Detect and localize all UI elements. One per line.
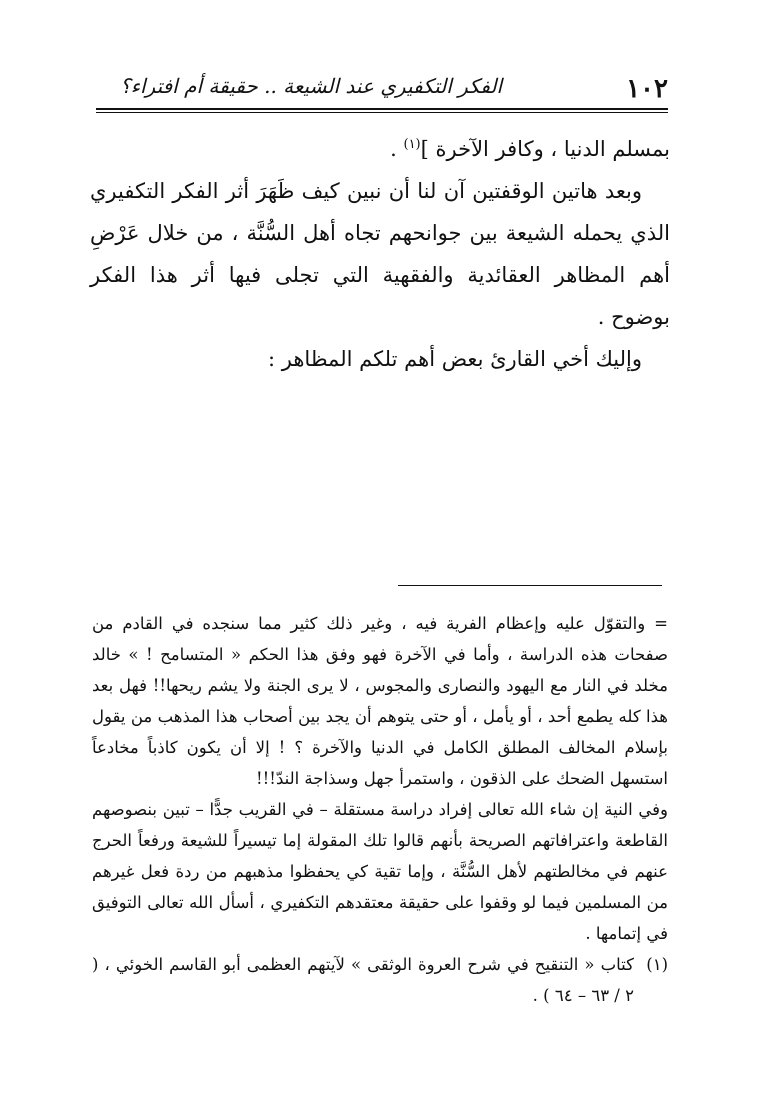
page-number: ١٠٢ (626, 74, 668, 104)
header-rule (96, 108, 668, 110)
running-title: الفكر التكفيري عند الشيعة .. حقيقة أم افتراء؟ (119, 74, 503, 98)
footnote-intention: وفي النية إن شاء الله تعالى إفراد دراسة مستقلة – في القريب جدًّا – تبين بنصوصهم القاطعة واعترافاتهم الصريحة بأنهم قالوا تلك المقولة إما تيسيراً للشيعة ورفعاً الحرج عنهم في مخالطتهم لأهل السُّنَّة ، وإما تقية كي يحفظوا مذهبهم من ردة فعل غيرهم من المسلمين فيما لو وقفوا على حقيقة معتقدهم التكفيري ، أسأل الله تعالى التوفيق في إتمامها . (92, 800, 668, 943)
opening-line (90, 128, 670, 170)
footnotes (92, 608, 668, 1011)
footnote-1-text: كتاب « التنقيح في شرح العروة الوثقى » لآيتهم العظمى أبو القاسم الخوئي ، ( ٢ / ٦٣ – ٦٤ ) . (92, 955, 634, 1005)
opening-line-end: . (390, 137, 404, 161)
opening-line-text: بمسلم الدنيا ، وكافر الآخرة ] (420, 137, 670, 161)
paragraph-lead-in: وإليك أخي القارئ بعض أهم تلكم المظاهر : (268, 347, 642, 371)
footnote-reference: (١) (403, 137, 421, 152)
footnote-continuation: = والتقوّل عليه وإعظام الفرية فيه ، وغير ذلك كثير مما سنجده في القادم من صفحات هذه الدراسة ، وأما في الآخرة فهو وفق هذا الحكم « المتسامح ! » خالد مخلد في النار مع اليهود والنصارى والمجوس ، لا يرى الجنة ولا يشم ريحها!! فهل بعد هذا كله يطمع أحد ، أو يأمل ، أو حتى يتوهم أن يجد بين أصحاب هذا المذهب من يقول بإسلام المخالف المطلق الكامل في الدنيا والآخرة ؟ ! إلا أن يكون كاذباً مخادعاً استسهل الضحك على الذقون ، واستمرأ جهل وسذاجة الندّ!!! (92, 614, 668, 788)
page-header (96, 70, 668, 110)
footnote-1-number: (١) (646, 955, 668, 974)
footnote-separator (398, 585, 662, 586)
paragraph-intro: وبعد هاتين الوقفتين آن لنا أن نبين كيف ظَهَرَ أثر الفكر التكفيري الذي يحمله الشيعة بين جوانحهم تجاه أهل السُّنَّة ، من خلال عَرْضِ أهم المظاهر العقائدية والفقهية التي تجلى فيها أثر هذا الفكر بوضوح . (90, 179, 670, 329)
footnote-1 (92, 949, 668, 1011)
main-text (90, 128, 670, 380)
